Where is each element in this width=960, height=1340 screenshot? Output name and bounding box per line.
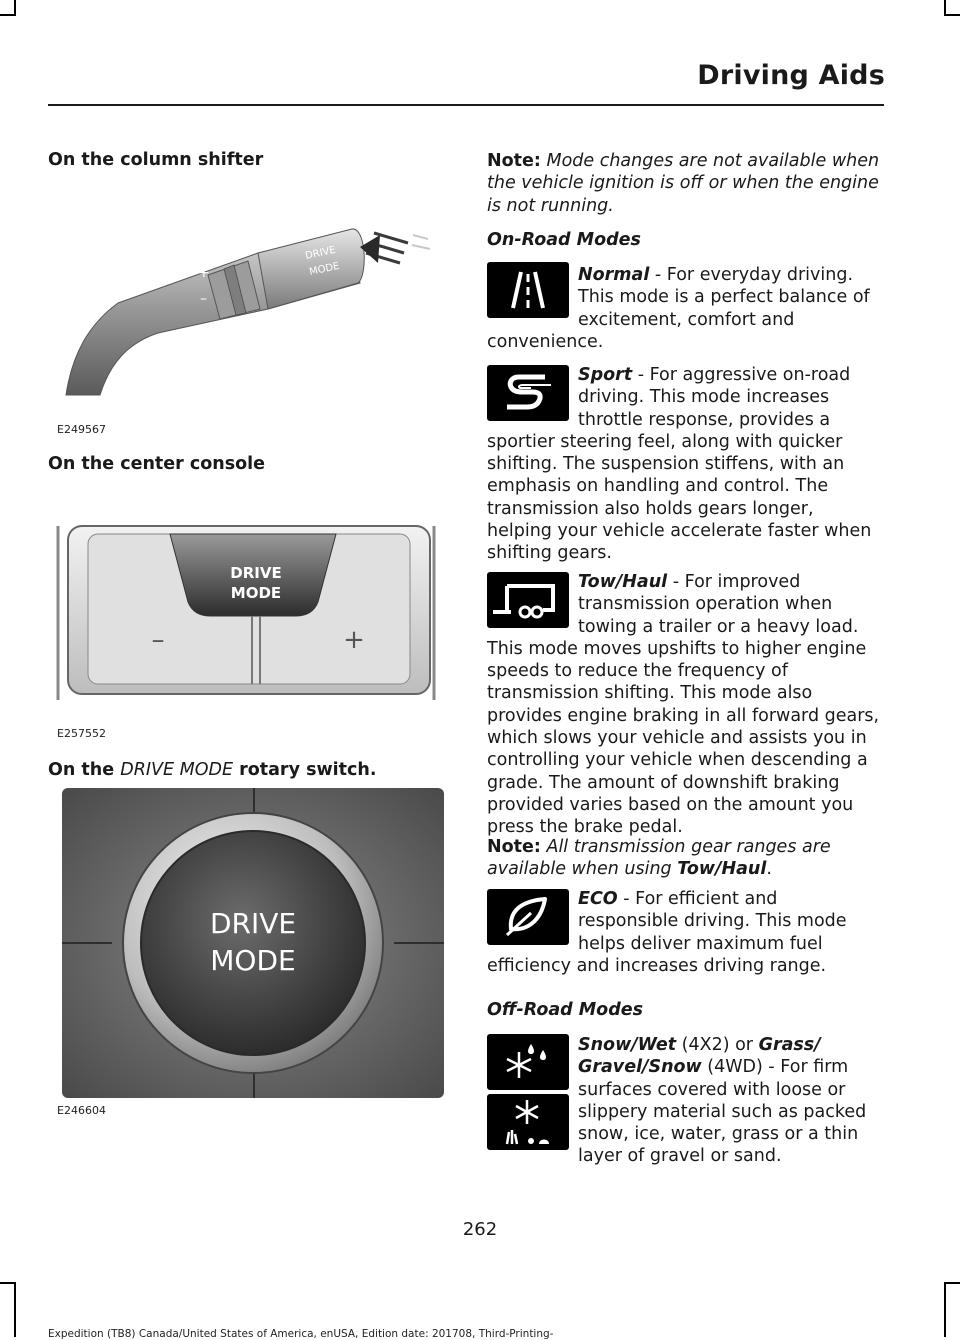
normal-mode-text: - For everyday driving. This mode is a perfect balance of excitement, comfort and convenience. [487, 265, 870, 352]
note-tow-haul-name: Tow/Haul [677, 859, 767, 880]
console-plus: + [343, 625, 365, 655]
crop-mark [14, 1282, 16, 1337]
note-label: Note: [487, 837, 541, 857]
sport-mode-text: - For aggressive on-road driving. This mode increases throttle response, provides a sportier steering feel, along with quicker shifting. The suspension stiffens, with an emphasis on handling and control. The transmission also holds gears longer, helping your vehicle accelerate faster when shifting gears. [487, 365, 872, 564]
page-title: Driving Aids [697, 60, 885, 91]
note-mode-changes [487, 150, 883, 217]
rotary-label-bottom: MODE [210, 944, 296, 977]
on-road-modes-heading: On-Road Modes [487, 230, 641, 250]
crop-mark [0, 1282, 16, 1284]
column-shifter-label-top: DRIVE [304, 244, 337, 262]
page-number: 262 [462, 1219, 498, 1240]
center-console-illustration [48, 520, 444, 716]
column-shifter-figure [48, 205, 444, 437]
tow-haul-mode-text: - For improved transmission operation when towing a trailer or a heavy load. This mode moves upshifts to higher engine speeds to reduce the frequency of transmission shifting. This mode also provides engine braking in all forward gears, which slows your vehicle and assists you in controlling your vehicle when descending a grade. The amount of downshift braking provided varies based on the amount you press the brake pedal. [487, 572, 880, 838]
footer-edition: Expedition (TB8) Canada/United States of America, enUSA, Edition date: 201708, Third-Printing- [48, 1328, 554, 1340]
crop-mark [14, 0, 16, 14]
crop-mark [944, 14, 960, 16]
crop-mark [0, 14, 16, 16]
header-rule [48, 104, 884, 106]
rotary-switch-illustration [62, 788, 444, 1098]
column-shifter-label-bottom: MODE [308, 260, 341, 278]
figure-code: E257552 [57, 727, 106, 740]
eco-mode-name: ECO [578, 889, 618, 909]
snow-wet-mode-mid: (4X2) or [676, 1035, 759, 1055]
eco-mode-description [487, 888, 883, 977]
console-label-top: DRIVE [230, 564, 282, 582]
snow-wet-mode-description [487, 1034, 883, 1168]
column-shifter-illustration [48, 205, 444, 437]
note-tow-haul [487, 836, 883, 881]
figure-code: E249567 [57, 423, 106, 436]
note-text: All transmission gear ranges are available when using [487, 837, 831, 880]
snow-wet-mode-name: Snow/Wet [578, 1035, 677, 1055]
rotary-switch-heading [48, 760, 377, 780]
eco-mode-text: - For efficient and responsible driving. This mode helps deliver maximum fuel efficiency and increases driving range. [487, 889, 847, 976]
note-label: Note: [487, 151, 541, 171]
crop-mark [944, 0, 946, 14]
sport-mode-name: Sport [578, 365, 633, 385]
crop-mark [944, 1282, 960, 1284]
snow-wet-mode-text: (4WD) - For firm surfaces covered with loose or slippery material such as packed snow, ice, water, grass or a thin layer of gravel or sand. [578, 1057, 867, 1167]
tow-haul-mode-description [487, 571, 883, 839]
normal-mode-description [487, 264, 883, 353]
rotary-heading-post: rotary switch. [233, 760, 377, 780]
center-console-heading: On the center console [48, 454, 266, 474]
column-shifter-plus: + [198, 265, 210, 281]
sport-mode-description [487, 364, 883, 565]
tow-haul-mode-name: Tow/Haul [578, 572, 668, 592]
rotary-label-top: DRIVE [209, 907, 297, 940]
grass-gravel-snow-mode-name: Grass/ Gravel/Snow [578, 1035, 821, 1078]
note-text: Mode changes are not available when the vehicle ignition is off or when the engine is not running. [487, 151, 880, 216]
console-label-bottom: MODE [230, 584, 282, 602]
off-road-modes-heading: Off-Road Modes [487, 1000, 644, 1020]
rotary-switch-figure [62, 788, 444, 1098]
rotary-heading-pre: On the [48, 760, 121, 780]
console-minus: – [151, 625, 165, 655]
column-shifter-minus: – [200, 291, 207, 307]
column-shifter-heading: On the column shifter [48, 150, 264, 170]
rotary-heading-italic: DRIVE MODE [120, 760, 234, 780]
note-end: . [766, 859, 772, 880]
figure-code: E246604 [57, 1104, 106, 1117]
crop-mark [944, 1282, 946, 1337]
normal-mode-name: Normal [578, 265, 650, 285]
center-console-figure [48, 520, 444, 716]
